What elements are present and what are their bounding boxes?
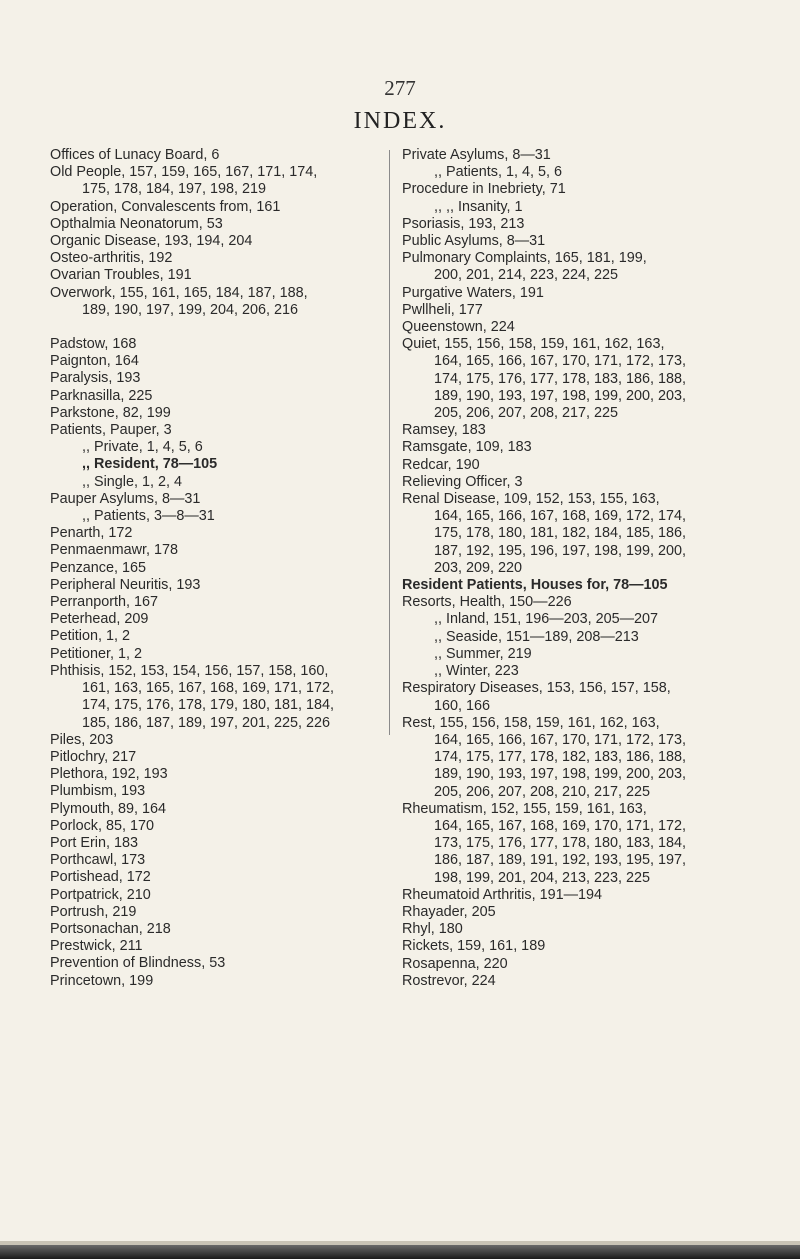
index-entry-continuation: 175, 178, 184, 197, 198, 219 [82,181,267,198]
index-entry: Parknasilla, 225 [50,387,153,404]
index-entry-continuation: 164, 165, 166, 167, 170, 171, 172, 173, [434,731,687,748]
index-entry: Portsonachan, 218 [50,920,171,937]
index-subentry: ,, Resident, 78—105 [82,456,218,473]
index-entry: Ramsgate, 109, 183 [402,439,532,456]
index-entry: Port Erin, 183 [50,834,138,851]
index-entry: Parkstone, 82, 199 [50,404,171,421]
index-entry: Queenstown, 224 [402,319,515,336]
index-entry-continuation: 160, 166 [434,697,491,714]
index-entry: Procedure in Inebriety, 71 [402,181,566,198]
index-entry: Respiratory Diseases, 153, 156, 157, 158, [402,680,671,697]
index-entry: Plymouth, 89, 164 [50,800,166,817]
index-entry: Rheumatoid Arthritis, 191—194 [402,886,602,903]
index-column-left [50,147,382,990]
index-entry: Paralysis, 193 [50,370,141,387]
index-entry: Phthisis, 152, 153, 154, 156, 157, 158, 160, [50,662,329,679]
index-entry: Penmaenmawr, 178 [50,542,178,559]
index-entry-continuation: 189, 190, 193, 197, 198, 199, 200, 203, [434,387,687,404]
index-entry: Rhyl, 180 [402,921,463,938]
index-entry-continuation: 185, 186, 187, 189, 197, 201, 225, 226 [82,714,331,731]
index-entry: Pitlochry, 217 [50,748,137,765]
index-entry: Portrush, 219 [50,903,137,920]
index-subentry: ,, Summer, 219 [434,645,532,662]
index-subentry: ,, Private, 1, 4, 5, 6 [82,439,203,456]
index-entry: Offices of Lunacy Board, 6 [50,147,220,163]
index-entry-continuation: 164, 165, 167, 168, 169, 170, 171, 172, [434,817,687,834]
index-entry: Organic Disease, 193, 194, 204 [50,233,253,250]
index-subentry: ,, Inland, 151, 196—203, 205—207 [434,611,659,628]
index-entry: Porthcawl, 173 [50,852,146,869]
index-entry: Porlock, 85, 170 [50,817,154,834]
index-entry: Rhayader, 205 [402,903,496,920]
index-subentry: ,, Patients, 3—8—31 [82,508,215,525]
index-entry: Pwllheli, 177 [402,301,483,318]
index-entry-continuation: 198, 199, 201, 204, 213, 223, 225 [434,869,651,886]
index-entry: Purgative Waters, 191 [402,284,544,301]
index-entry: Resorts, Health, 150—226 [402,594,572,611]
index-entry: Prevention of Blindness, 53 [50,955,226,972]
index-entry: Rest, 155, 156, 158, 159, 161, 162, 163, [402,714,660,731]
index-entry: Piles, 203 [50,731,114,748]
index-entry: Osteo-arthritis, 192 [50,250,173,267]
index-entry: Psoriasis, 193, 213 [402,215,525,232]
index-entry: Relieving Officer, 3 [402,473,523,490]
index-entry: Peripheral Neuritis, 193 [50,576,201,593]
index-entry: Portpatrick, 210 [50,886,151,903]
index-entry: Redcar, 190 [402,456,480,473]
index-subentry: ,, Seaside, 151—189, 208—213 [434,628,639,645]
index-entry: Prestwick, 211 [50,938,143,955]
index-entry: Paignton, 164 [50,353,139,370]
index-entry-continuation: 205, 206, 207, 208, 210, 217, 225 [434,783,651,800]
index-subentry: ,, Single, 1, 2, 4 [82,473,182,490]
index-entry: Pulmonary Complaints, 165, 181, 199, [402,250,647,267]
index-entry: Ramsey, 183 [402,422,486,439]
index-entry: Quiet, 155, 156, 158, 159, 161, 162, 163, [402,336,665,353]
index-entry-continuation: 164, 165, 166, 167, 170, 171, 172, 173, [434,353,687,370]
index-entry: Patients, Pauper, 3 [50,422,172,439]
index-entry: Old People, 157, 159, 165, 167, 171, 174, [50,164,318,181]
index-entry-continuation: 203, 209, 220 [434,559,523,576]
index-entry: Petitioner, 1, 2 [50,645,142,662]
index-entry: Renal Disease, 109, 152, 153, 155, 163, [402,491,660,508]
index-entry: Princetown, 199 [50,972,154,989]
index-entry: Portishead, 172 [50,869,151,886]
index-entry-continuation: 205, 206, 207, 208, 217, 225 [434,405,619,422]
index-entry: Rosapenna, 220 [402,955,508,972]
index-subentry: ,, Patients, 1, 4, 5, 6 [434,164,562,181]
scan-bottom-border [0,1245,800,1259]
index-entry: Penzance, 165 [50,559,147,576]
index-entry: Padstow, 168 [50,336,137,353]
index-entry-continuation: 161, 163, 165, 167, 168, 169, 171, 172, [82,680,335,697]
index-entry-continuation: 173, 175, 176, 177, 178, 180, 183, 184, [434,835,687,852]
index-entry-continuation: 174, 175, 176, 178, 179, 180, 181, 184, [82,697,335,714]
index-entry: Ovarian Troubles, 191 [50,267,192,284]
index-entry: Plethora, 192, 193 [50,766,168,783]
index-entry: Rheumatism, 152, 155, 159, 161, 163, [402,800,647,817]
page-number: 277 [384,76,416,100]
index-entry: Penarth, 172 [50,525,133,542]
index-column-right [402,147,777,990]
index-entry: Public Asylums, 8—31 [402,233,546,250]
index-subentry: ,, ,, Insanity, 1 [434,198,523,215]
index-entry-continuation: 186, 187, 189, 191, 192, 193, 195, 197, [434,852,687,869]
index-entry: Operation, Convalescents from, 161 [50,198,281,215]
index-entry: Overwork, 155, 161, 165, 184, 187, 188, [50,284,308,301]
index-subentry: ,, Winter, 223 [434,663,519,680]
index-entry: Peterhead, 209 [50,611,149,628]
page-title: INDEX. [353,108,447,134]
index-entry-continuation: 200, 201, 214, 223, 224, 225 [434,267,619,284]
index-entry-continuation: 189, 190, 197, 199, 204, 206, 216 [82,301,299,318]
index-entry-continuation: 164, 165, 166, 167, 168, 169, 172, 174, [434,508,687,525]
index-entry-continuation: 174, 175, 177, 178, 182, 183, 186, 188, [434,749,687,766]
index-entry: Rickets, 159, 161, 189 [402,938,546,955]
index-entry: Perranporth, 167 [50,594,159,611]
index-entry: Rostrevor, 224 [402,972,496,989]
index-entry: Resident Patients, Houses for, 78—105 [402,577,668,594]
index-entry-continuation: 174, 175, 176, 177, 178, 183, 186, 188, [434,370,687,387]
index-entry-continuation: 187, 192, 195, 196, 197, 198, 199, 200, [434,542,687,559]
index-entry: Opthalmia Neonatorum, 53 [50,215,223,232]
column-divider [389,150,390,735]
index-entry: Plumbism, 193 [50,783,146,800]
index-entry-continuation: 175, 178, 180, 181, 182, 184, 185, 186, [434,525,687,542]
index-entry: Petition, 1, 2 [50,628,130,645]
index-entry: Pauper Asylums, 8—31 [50,490,201,507]
index-entry: Private Asylums, 8—31 [402,147,551,163]
index-entry-continuation: 189, 190, 193, 197, 198, 199, 200, 203, [434,766,687,783]
